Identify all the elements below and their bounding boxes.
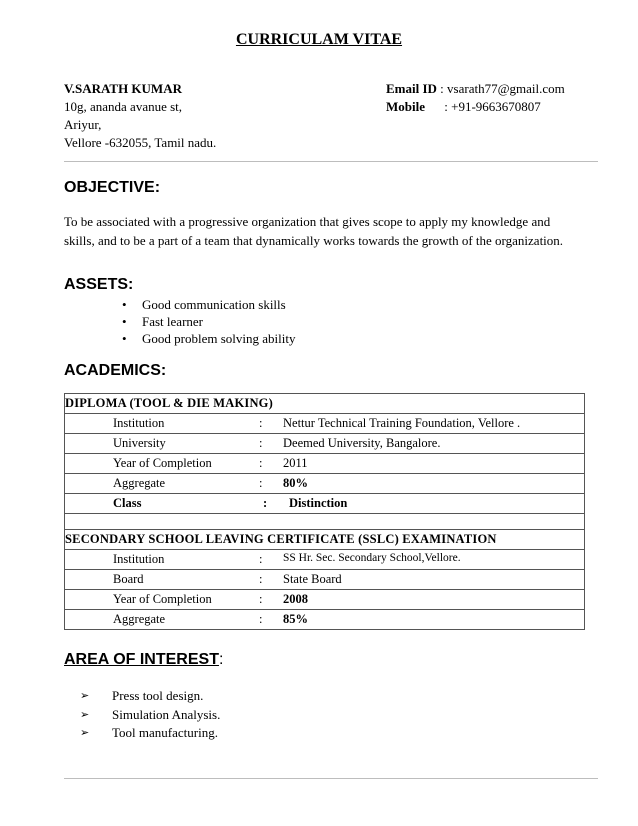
row-label: Year of Completion <box>113 456 212 470</box>
row-value: Distinction <box>289 496 348 510</box>
row-separator: : <box>259 416 263 430</box>
mobile-value: : +91-9663670807 <box>444 99 541 114</box>
row-label: Aggregate <box>113 476 166 490</box>
row-separator: : <box>259 572 263 586</box>
email-line <box>386 80 565 98</box>
candidate-name: V.SARATH KUMAR <box>64 81 182 96</box>
row-separator: : <box>259 476 263 490</box>
row-label: Aggregate <box>113 612 166 626</box>
row-separator: : <box>259 552 263 566</box>
table-row <box>65 590 585 610</box>
address-line: Vellore -632055, Tamil nadu. <box>64 135 217 150</box>
list-item: • Good problem solving ability <box>122 330 295 347</box>
row-separator: : <box>259 436 263 450</box>
address-line: 10g, ananda avanue st, <box>64 99 183 114</box>
objective-heading: OBJECTIVE: <box>64 179 161 196</box>
divider <box>64 778 598 779</box>
row-label: Institution <box>113 416 165 430</box>
row-label: Board <box>113 572 144 586</box>
row-label: Class <box>113 496 142 510</box>
list-item: ➢ Press tool design. <box>80 687 220 706</box>
table-row <box>65 494 585 514</box>
row-separator: : <box>259 592 263 606</box>
contact-right <box>386 80 565 116</box>
sslc-title: SECONDARY SCHOOL LEAVING CERTIFICATE (SSLC) EXAMINATION <box>65 530 585 550</box>
row-value: Deemed University, Bangalore. <box>283 436 441 450</box>
address-line: Ariyur, <box>64 117 102 132</box>
table-row <box>65 454 585 474</box>
assets-heading: ASSETS: <box>64 276 134 293</box>
document-title: CURRICULAM VITAE <box>235 31 403 48</box>
interest-heading-colon: : <box>218 651 224 668</box>
email-label: Email ID <box>386 81 437 96</box>
table-row <box>65 474 585 494</box>
row-value: SS Hr. Sec. Secondary School,Vellore. <box>283 552 461 564</box>
list-item: ➢ Tool manufacturing. <box>80 724 220 743</box>
list-item: • Fast learner <box>122 313 295 330</box>
table-row <box>65 434 585 454</box>
table-row <box>65 414 585 434</box>
table-spacer-row <box>65 514 585 530</box>
email-value: : vsarath77@gmail.com <box>440 81 565 96</box>
row-value: 80% <box>283 476 308 490</box>
row-value: State Board <box>283 572 342 586</box>
row-separator: : <box>259 612 263 626</box>
list-item: ➢ Simulation Analysis. <box>80 706 220 725</box>
mobile-line <box>386 98 565 116</box>
row-value: 2008 <box>283 592 308 606</box>
academics-heading: ACADEMICS: <box>64 362 167 379</box>
academics-table <box>64 393 585 630</box>
objective-text: To be associated with a progressive organization that gives scope to apply my knowledge and skills, and to be a part of a team that dynamically works towards the growth of the organization. <box>64 214 564 248</box>
interest-list <box>80 687 220 743</box>
divider <box>64 161 598 162</box>
row-value: 85% <box>283 612 308 626</box>
row-label: Year of Completion <box>113 592 212 606</box>
table-row <box>65 570 585 590</box>
row-value: Nettur Technical Training Foundation, Vellore . <box>283 416 521 430</box>
table-row <box>65 550 585 570</box>
list-item: • Good communication skills <box>122 296 295 313</box>
row-label: University <box>113 436 166 450</box>
row-separator: : <box>263 496 268 510</box>
interest-heading-text: AREA OF INTEREST <box>64 651 219 668</box>
interest-heading <box>64 651 223 669</box>
contact-left <box>64 80 216 152</box>
assets-list <box>122 296 295 347</box>
row-label: Institution <box>113 552 165 566</box>
mobile-label: Mobile <box>386 99 425 114</box>
table-row <box>65 610 585 630</box>
row-separator: : <box>259 456 263 470</box>
row-value: 2011 <box>283 456 308 470</box>
diploma-title: DIPLOMA (TOOL & DIE MAKING) <box>65 394 585 414</box>
